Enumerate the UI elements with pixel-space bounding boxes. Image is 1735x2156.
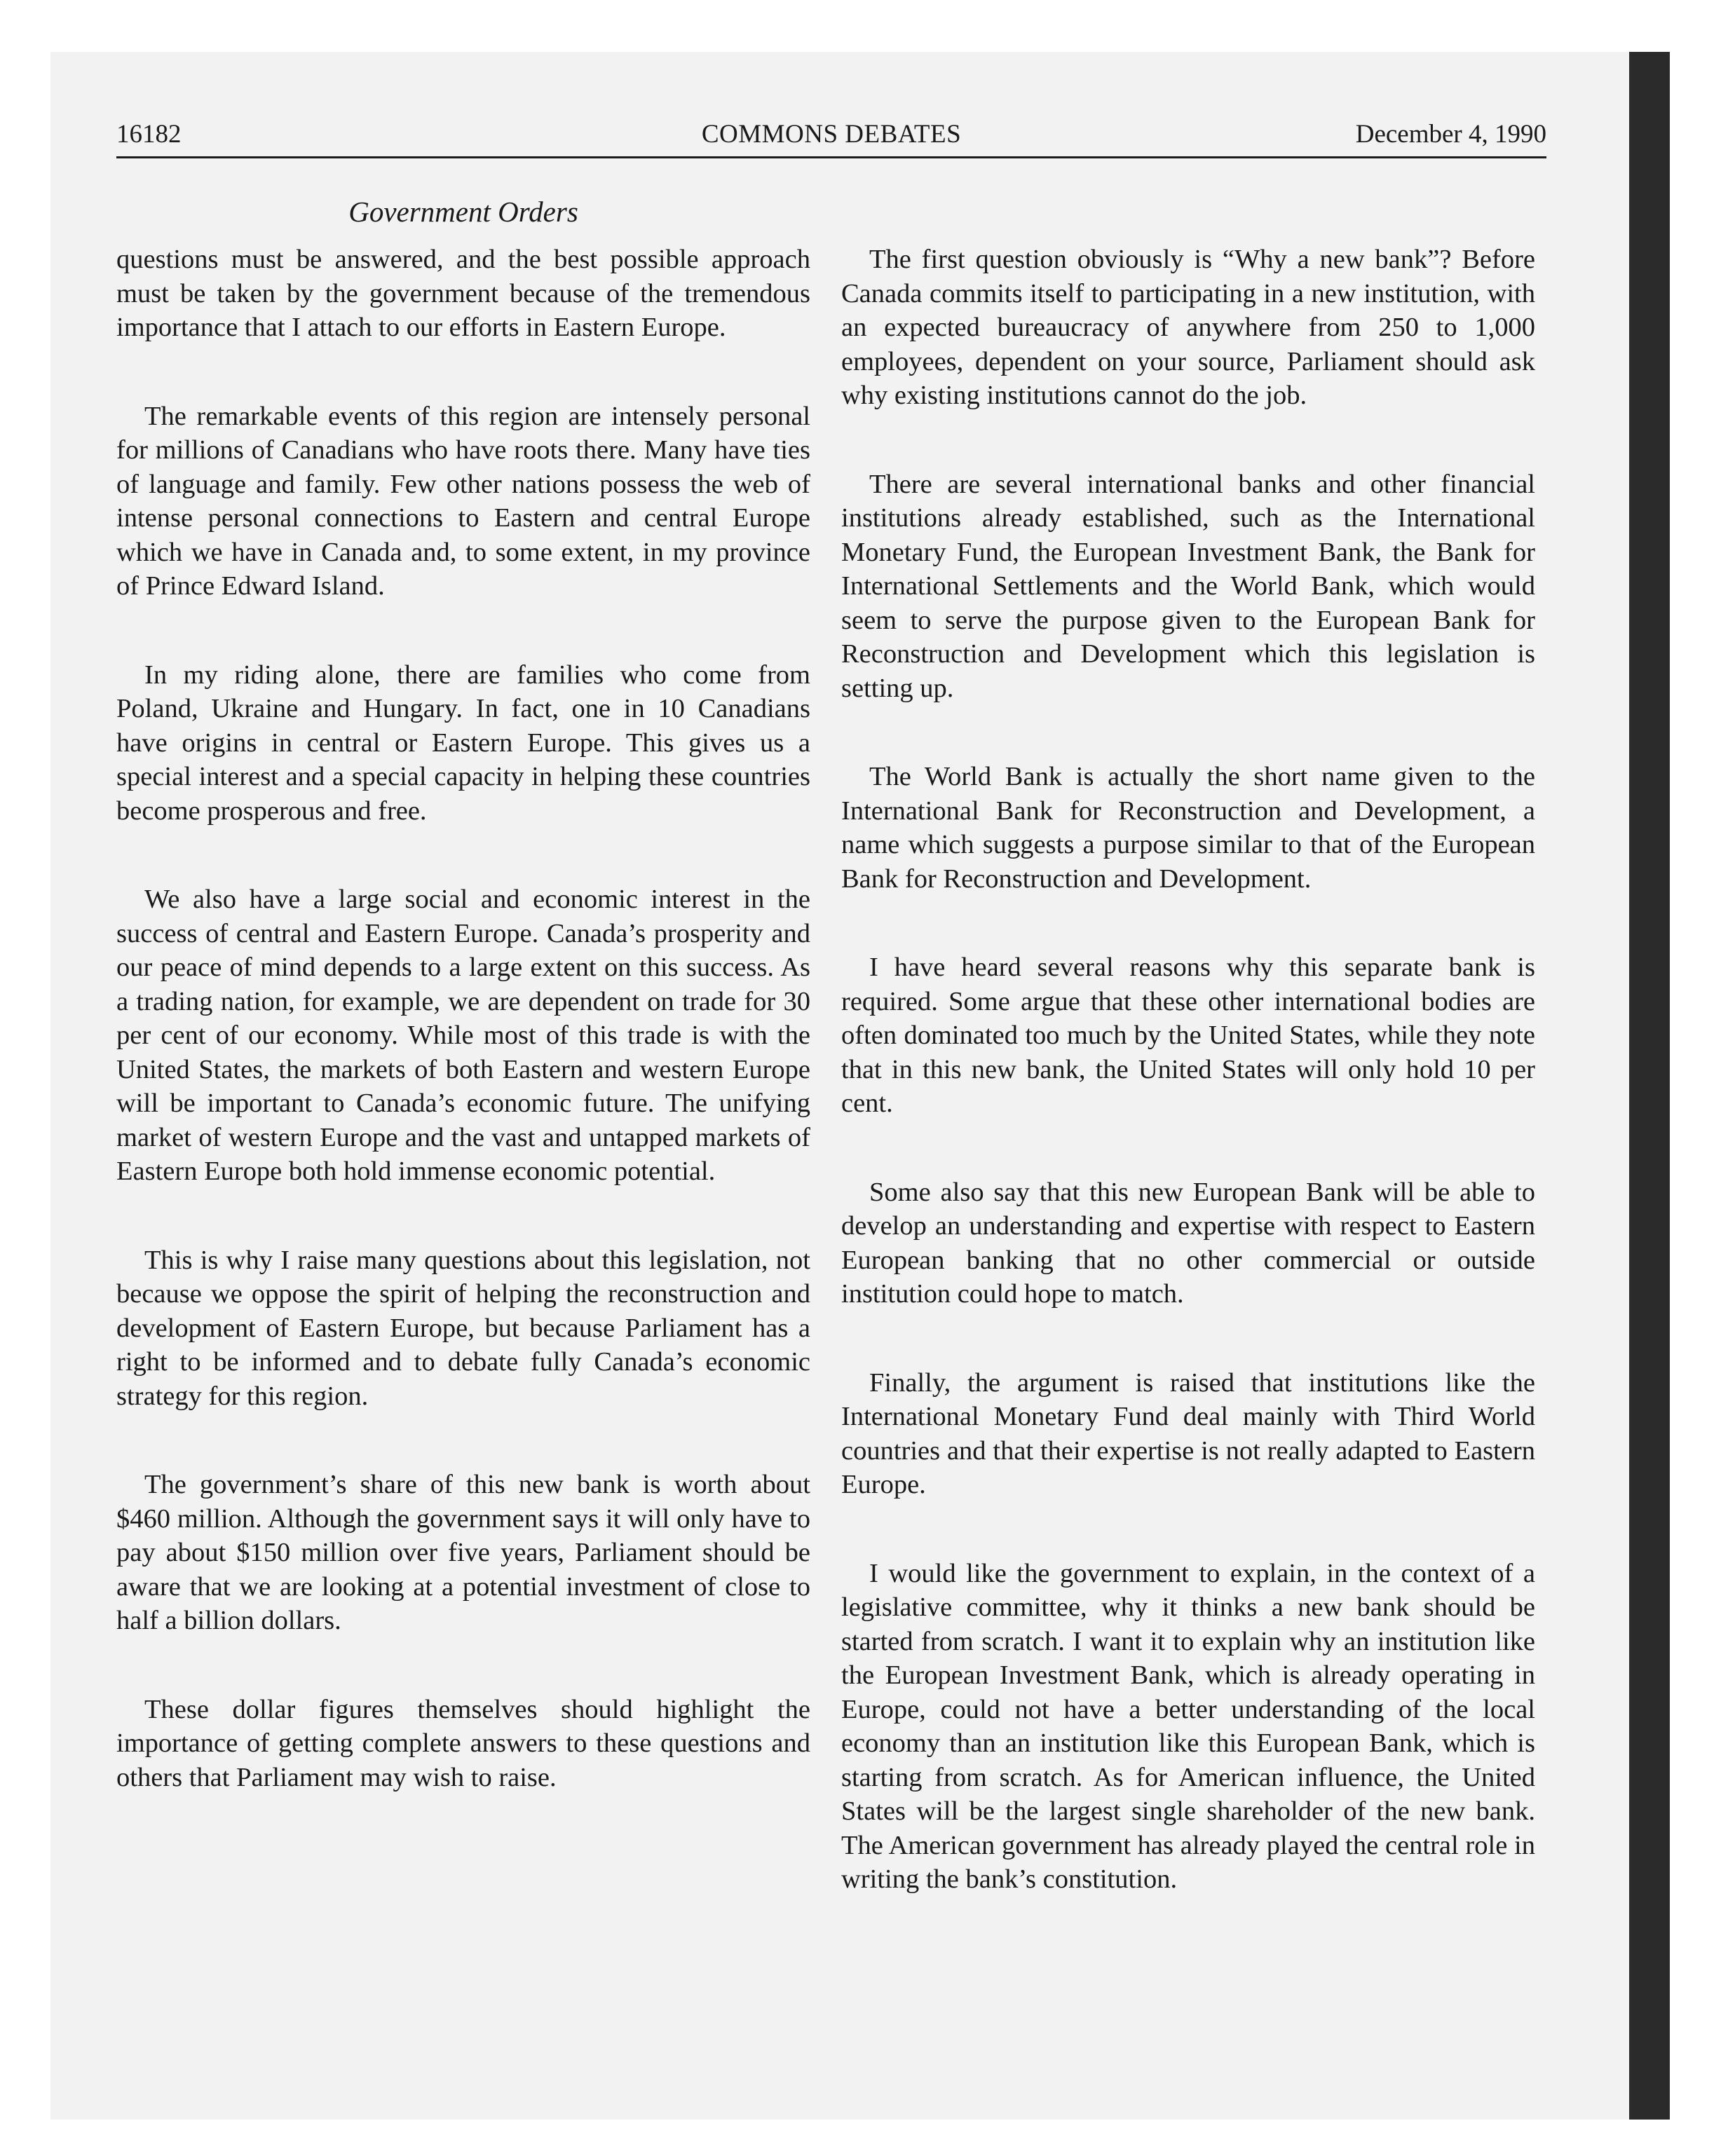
section-heading: Government Orders — [348, 196, 578, 228]
page-number: 16182 — [116, 120, 182, 149]
paragraph: This is why I raise many questions about this legislation, not because we oppose the spirit of helping the reconstruction and development of Eastern Europe, but because Parliament has a right to be informed and to debate fully Canada’s economic strategy for this region. — [116, 1245, 810, 1411]
journal-title: COMMONS DEBATES — [701, 120, 962, 149]
paragraph: These dollar figures themselves should highlight the importance of getting complete answers to these questions and others that Parliament may wish to raise. — [116, 1694, 810, 1792]
right-column — [841, 243, 1535, 1951]
header-rule — [116, 156, 1546, 158]
scan-edge-bar — [1629, 52, 1670, 2120]
paragraph: The government’s share of this new bank is worth about $460 million. Although the government says it will only have to pay about $150 million over five years, Parliament should be aware that we are looking at a potential investment of close to half a billion dollars. — [116, 1470, 810, 1635]
paragraph: Finally, the argument is raised that institutions like the International Monetary Fund deal mainly with Third World countries and that their expertise is not really adapted to Eastern Europe. — [841, 1367, 1535, 1499]
page-header — [116, 119, 1546, 161]
paragraph: I would like the government to explain, in the context of a legislative committee, why it thinks a new bank should be started from scratch. I want it to explain why an institution like the European Investment Bank, which is already operating in Europe, could not have a better understanding of the local economy than an institution like this European Bank, which is starting from scratch. As for American influence, the United States will be the largest single shareholder of the new bank. The American government has already played the central role in writing the bank’s constitution. — [841, 1558, 1535, 1894]
paragraph: I have heard several reasons why this separate bank is required. Some argue that these other international bodies are often dominated too much by the United States, while they note that in this new bank, the United States will only hold 10 per cent. — [841, 953, 1535, 1118]
paragraph: The World Bank is actually the short name given to the International Bank for Reconstruction and Development, a name which suggests a purpose similar to that of the European Bank for Reconstruction and Development. — [841, 762, 1535, 894]
paragraph: Some also say that this new European Bank will be able to develop an understanding and expertise with respect to Eastern European banking that no other commercial or outside institution could hope to match. — [841, 1177, 1535, 1309]
paragraph: We also have a large social and economic interest in the success of central and Eastern Europe. Canada’s prosperity and our peace of mind depends to a large extent on this success. As a trading nation, for example, we are dependent on trade for 30 per cent of our economy. While most of this trade is with the United States, the markets of both Eastern and western Europe will be important to Canada’s economic future. The unifying market of western Europe and the vast and untapped markets of Eastern Europe both hold immense economic potential. — [116, 885, 810, 1186]
left-column — [116, 243, 810, 1849]
paragraph: The first question obviously is “Why a new bank”? Before Canada commits itself to participating in a new institution, with an expected bureaucracy of anywhere from 250 to 1,000 employees, dependent on your source, Parliament should ask why existing institutions cannot do the job. — [841, 245, 1535, 410]
paragraph: In my riding alone, there are families who come from Poland, Ukraine and Hungary. In fact, one in 10 Canadians have origins in central or Eastern Europe. This gives us a special interest and a special capacity in helping these countries become prosperous and free. — [116, 660, 810, 826]
paragraph: There are several international banks and other financial institutions already established, such as the International Monetary Fund, the European Investment Bank, the Bank for International Settlements and the World Bank, which would seem to serve the purpose given to the European Bank for Reconstruction and Development which this legislation is setting up. — [841, 469, 1535, 703]
paragraph: The remarkable events of this region are intensely personal for millions of Canadians who have roots there. Many have ties of language and family. Few other nations possess the web of intense personal connections to Eastern and central Europe which we have in Canada and, to some extent, in my province of Prince Edward Island. — [116, 401, 810, 601]
publication-date: December 4, 1990 — [1355, 120, 1546, 149]
paragraph: questions must be answered, and the best possible approach must be taken by the government because of the tremendous importance that I attach to our efforts in Eastern Europe. — [116, 245, 810, 342]
